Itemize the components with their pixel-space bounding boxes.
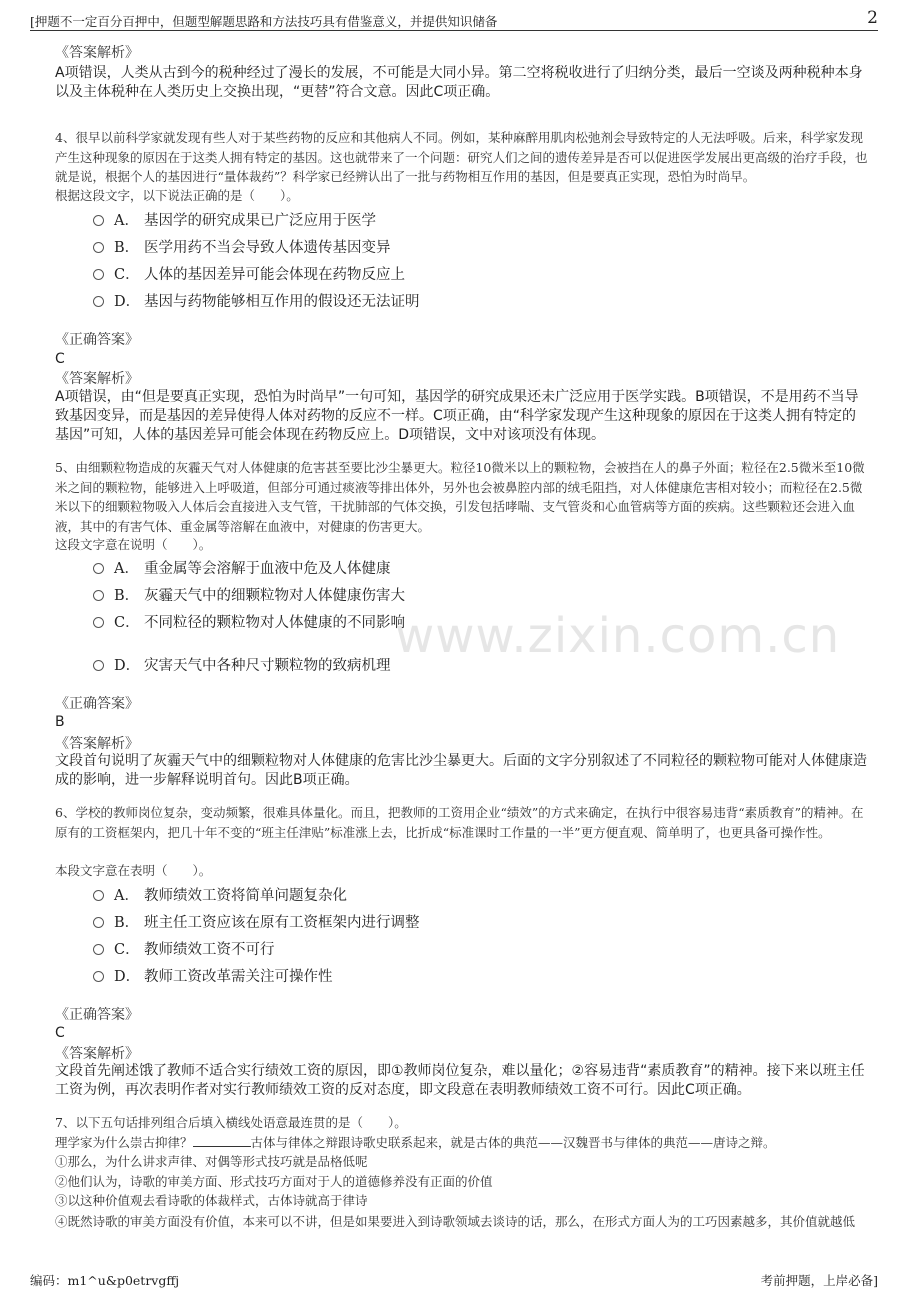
q7-item-1: ①那么，为什么讲求声律、对偶等形式技巧就是品格低呢 bbox=[55, 1154, 368, 1169]
q6-correct-label: 《正确答案》 bbox=[55, 1007, 139, 1023]
q6-option-c[interactable]: C． 教师绩效工资不可行 bbox=[93, 938, 275, 958]
radio-icon[interactable] bbox=[93, 563, 104, 574]
q5-answer: B bbox=[55, 714, 65, 730]
radio-icon[interactable] bbox=[93, 617, 104, 628]
radio-icon[interactable] bbox=[93, 944, 104, 955]
q5-option-d[interactable]: D． 灾害天气中各种尺寸颗粒物的致病机理 bbox=[93, 654, 391, 674]
q7-item-2: ②他们认为，诗歌的审美方面、形式技巧方面对于人的道德修养没有正面的价值 bbox=[55, 1174, 493, 1189]
footer-slogan: 考前押题，上岸必备] bbox=[760, 1273, 878, 1288]
radio-icon[interactable] bbox=[93, 917, 104, 928]
footer-code: 编码：m1^u&p0etrvgffj bbox=[30, 1273, 180, 1288]
q7-stem: 7、以下五句话排列组合后填入横线处语意最连贯的是（ ）。 bbox=[55, 1115, 407, 1130]
q6-option-d[interactable]: D． 教师工资改革需关注可操作性 bbox=[93, 965, 333, 985]
watermark: www.zixin.com.cn bbox=[395, 608, 841, 664]
q4-stem: 4、很早以前科学家就发现有些人对于某些药物的反应和其他病人不同。例如，某种麻醉用肌肉松弛剂会导致特定的人无法呼吸。后来，科学家发现产生这种现象的原因在于这类人拥有特定的基因。这也就带来了一个问题：研究人们之间的遗传差异是否可以促进医学发展出更高级的治疗手段，也就是说，根据个人的基因进行“量体裁药”？科学家已经辨认出了一批与药物相互作用的基因，但是要真正实现，恐怕为时尚早。 bbox=[55, 130, 868, 184]
q4-analysis-label: 《答案解析》 bbox=[55, 371, 139, 387]
radio-icon[interactable] bbox=[93, 890, 104, 901]
radio-icon[interactable] bbox=[93, 660, 104, 671]
q6-ask: 本段文字意在表明（ ）。 bbox=[55, 863, 212, 878]
q6-option-a[interactable]: A． 教师绩效工资将简单问题复杂化 bbox=[93, 884, 347, 904]
q6-stem: 6、学校的教师岗位复杂，变动频繁，很难具体量化。而且，把教师的工资用企业“绩效”的方式来确定，在执行中很容易违背“素质教育”的精神。在原有的工资框架内，把几十年不变的“班主任津贴”标准涨上去，比折成“标准课时工作量的一半”更方便直观、简单明了，也更具备可操作性。 bbox=[55, 805, 864, 840]
q5-option-b[interactable]: B． 灰霾天气中的细颗粒物对人体健康伤害大 bbox=[93, 584, 405, 604]
q5-option-a[interactable]: A． 重金属等会溶解于血液中危及人体健康 bbox=[93, 557, 391, 577]
radio-icon[interactable] bbox=[93, 971, 104, 982]
q3-analysis-label: 《答案解析》 bbox=[55, 45, 139, 61]
header-text: [押题不一定百分百押中，但题型解题思路和方法技巧具有借鉴意义，并提供知识储备 bbox=[30, 14, 498, 29]
page-number: 2 bbox=[867, 8, 878, 28]
q7-item-3: ③以这种价值观去看诗歌的体裁样式，古体诗就高于律诗 bbox=[55, 1193, 368, 1208]
radio-icon[interactable] bbox=[93, 269, 104, 280]
answer-blank[interactable] bbox=[193, 1134, 251, 1147]
q6-analysis-label: 《答案解析》 bbox=[55, 1046, 139, 1062]
q6-analysis-text: 文段首先阐述饿了教师不适合实行绩效工资的原因，即①教师岗位复杂，难以量化；②容易违背“素质教育”的精神。接下来以班主任工资为例，再次表明作者对实行教师绩效工资的反对态度，即文段意在表明教师绩效工资不可行。因此C项正确。 bbox=[55, 1063, 865, 1098]
radio-icon[interactable] bbox=[93, 590, 104, 601]
radio-icon[interactable] bbox=[93, 242, 104, 253]
q5-analysis-text: 文段首句说明了灰霾天气中的细颗粒物对人体健康的危害比沙尘暴更大。后面的文字分别叙述了不同粒径的颗粒物可能对人体健康造成的影响，进一步解释说明首句。因此B项正确。 bbox=[55, 753, 867, 788]
q5-correct-label: 《正确答案》 bbox=[55, 696, 139, 712]
q5-option-c[interactable]: C． 不同粒径的颗粒物对人体健康的不同影响 bbox=[93, 611, 405, 631]
radio-icon[interactable] bbox=[93, 296, 104, 307]
q7-passage: 理学家为什么崇古抑律？ 古体与律体之辩跟诗歌史联系起来，就是古体的典范——汉魏晋书与律体的典范——唐诗之辩。 bbox=[55, 1135, 776, 1150]
q5-stem: 5、由细颗粒物造成的灰霾天气对人体健康的危害甚至要比沙尘暴更大。粒径10微米以上的颗粒物，会被挡在人的鼻子外面；粒径在2.5微米至10微米之间的颗粒物，能够进入上呼吸道，但部分可通过痰液等排出体外，另外也会被鼻腔内部的绒毛阻挡，对人体健康危害相对较小；而粒径在2.5微米以下的细颗粒物吸入人体后会直接进入支气管，干扰肺部的气体交换，引发包括哮喘、支气管炎和心血管病等方面的疾病。这些颗粒还会进入血液，其中的有害气体、重金属等溶解在血液中，对健康的伤害更大。 bbox=[55, 460, 865, 534]
q3-analysis-text: A项错误，人类从古到今的税种经过了漫长的发展，不可能是大同小异。第二空将税收进行了归纳分类，最后一空谈及两种税种本身以及主体税种在人类历史上交换出现，“更替”符合文意。因此C项正确。 bbox=[55, 65, 863, 100]
q5-analysis-label: 《答案解析》 bbox=[55, 736, 139, 752]
q4-option-a[interactable]: A． 基因学的研究成果已广泛应用于医学 bbox=[93, 209, 376, 229]
q4-ask: 根据这段文字，以下说法正确的是（ ）。 bbox=[55, 188, 299, 203]
q4-option-c[interactable]: C． 人体的基因差异可能会体现在药物反应上 bbox=[93, 263, 405, 283]
radio-icon[interactable] bbox=[93, 215, 104, 226]
q6-option-b[interactable]: B． 班主任工资应该在原有工资框架内进行调整 bbox=[93, 911, 420, 931]
q4-option-d[interactable]: D． 基因与药物能够相互作用的假设还无法证明 bbox=[93, 290, 420, 310]
q4-option-b[interactable]: B． 医学用药不当会导致人体遗传基因变异 bbox=[93, 236, 391, 256]
q6-answer: C bbox=[55, 1025, 65, 1041]
q4-correct-label: 《正确答案》 bbox=[55, 332, 139, 348]
q4-answer: C bbox=[55, 351, 65, 367]
page-footer bbox=[30, 1271, 878, 1291]
page-header bbox=[30, 8, 878, 31]
q4-analysis-text: A项错误，由“但是要真正实现，恐怕为时尚早”一句可知，基因学的研究成果还未广泛应用于医学实践。B项错误，不是用药不当导致基因变异，而是基因的差异使得人体对药物的反应不一样。C项正确，由“科学家发现产生这种现象的原因在于这类人拥有特定的基因”可知，人体的基因差异可能会体现在药物反应上。D项错误，文中对该项没有体现。 bbox=[55, 389, 859, 443]
q5-ask: 这段文字意在说明（ ）。 bbox=[55, 537, 212, 552]
q7-item-4: ④既然诗歌的审美方面没有价值，本来可以不讲，但是如果要进入到诗歌领域去谈诗的话，那么，在形式方面人为的工巧因素越多，其价值就越低 bbox=[55, 1214, 856, 1229]
